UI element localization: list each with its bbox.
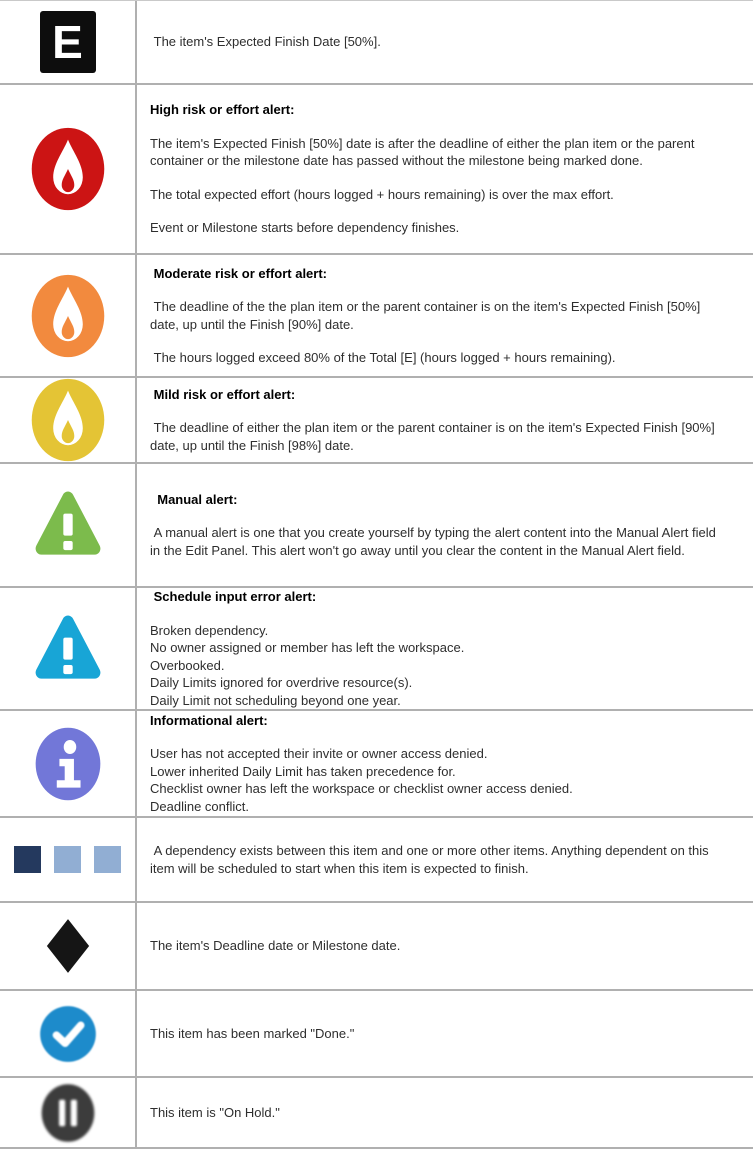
legend-row-schedule-input-error-alert (0, 588, 753, 711)
row-paragraph (150, 937, 723, 955)
paragraph-line: Overbooked. (150, 657, 225, 673)
expected-finish-date-icon: E (40, 11, 96, 73)
paragraph-line: The item's Expected Finish [50%] date is after the deadline of either the plan item or the parent container or the milestone date has passed without the milestone being marked done. (150, 135, 699, 169)
icon-cell (0, 85, 137, 253)
paragraph-line: Event or Milestone starts before dependency finishes. (150, 220, 460, 236)
moderate-risk-alert-flame-icon (31, 274, 105, 358)
icon-cell (0, 255, 137, 376)
icon-cell (0, 818, 137, 901)
description-cell (137, 255, 753, 376)
legend-row-on-hold (0, 1078, 753, 1149)
description-cell (137, 991, 753, 1076)
row-paragraph (150, 524, 723, 559)
icon-cell (0, 588, 137, 709)
description-cell (137, 1078, 753, 1147)
paragraph-line: Daily Limits ignored for overdrive resource(s). (150, 675, 413, 690)
mild-risk-alert-flame-icon (31, 378, 105, 462)
paragraph-line: The item's Deadline date or Milestone date. (150, 938, 401, 954)
paragraph-line: This item has been marked "Done." (150, 1025, 355, 1041)
paragraph-line: The hours logged exceed 80% of the Total [E] (hours logged + hours remaining). (150, 350, 616, 365)
schedule-input-error-alert-triangle-icon (32, 611, 104, 687)
marked-done-check-icon (39, 1005, 97, 1063)
row-paragraph (150, 219, 723, 237)
description-cell (137, 85, 753, 253)
paragraph-line: Lower inherited Daily Limit has taken precedence for. (150, 763, 456, 779)
dependency-squares-icon (14, 846, 121, 873)
row-paragraph (150, 1104, 723, 1122)
row-paragraph (150, 186, 723, 204)
icon-cell (0, 711, 137, 816)
row-paragraph (150, 349, 723, 367)
paragraph-line: User has not accepted their invite or owner access denied. (150, 746, 488, 762)
paragraph-line: A manual alert is one that you create yourself by typing the alert content into the Manual Alert field in the Edit Panel. This alert won't go away until you clear the content in the Manual Alert field. (150, 525, 720, 558)
manual-alert-triangle-icon (32, 487, 104, 563)
paragraph-line: No owner assigned or member has left the workspace. (150, 640, 465, 655)
row-paragraph (150, 419, 723, 454)
icon-cell (0, 378, 137, 462)
deadline-or-milestone-diamond-icon (46, 918, 90, 974)
paragraph-line: Broken dependency. (150, 622, 269, 638)
row-paragraph (150, 622, 723, 710)
paragraph-line: The item's Expected Finish Date [50%]. (150, 34, 381, 50)
row-paragraph (150, 135, 723, 170)
icon-cell (0, 991, 137, 1076)
row-heading: High risk or effort alert: (150, 102, 295, 118)
legend-row-informational-alert (0, 711, 753, 818)
icon-cell (0, 1078, 137, 1147)
paragraph-line: Deadline conflict. (150, 798, 249, 814)
paragraph-line: The deadline of either the plan item or the parent container is on the item's Expected Finish [90%] date, up until the Finish [98%] date. (150, 420, 719, 453)
row-heading: Moderate risk or effort alert: (150, 265, 327, 281)
legend-row-marked-done (0, 991, 753, 1078)
description-cell (137, 711, 753, 816)
description-cell (137, 818, 753, 901)
row-paragraph (150, 842, 723, 877)
legend-row-deadline-or-milestone (0, 903, 753, 991)
description-cell (137, 903, 753, 989)
legend-row-dependency (0, 818, 753, 903)
row-heading: Informational alert: (150, 712, 268, 728)
description-cell (137, 464, 753, 586)
legend-row-high-risk-alert (0, 85, 753, 255)
row-paragraph (150, 33, 723, 51)
legend-row-moderate-risk-alert (0, 255, 753, 378)
informational-alert-info-icon (35, 727, 101, 801)
legend-row-expected-finish-date (0, 1, 753, 85)
paragraph-line: The total expected effort (hours logged + hours remaining) is over the max effort. (150, 186, 614, 202)
row-heading: Mild risk or effort alert: (150, 386, 296, 402)
description-cell (137, 588, 753, 709)
icon-cell (0, 1, 137, 83)
row-paragraph (150, 745, 723, 815)
description-cell (137, 1, 753, 83)
icon-cell (0, 903, 137, 989)
paragraph-line: Daily Limit not scheduling beyond one year. (150, 692, 401, 708)
legend-row-mild-risk-alert (0, 378, 753, 464)
row-heading: Schedule input error alert: (150, 589, 317, 604)
row-paragraph (150, 1025, 723, 1043)
paragraph-line: A dependency exists between this item and one or more other items. Anything dependent on this item will be scheduled to start when this item is expected to finish. (150, 843, 713, 876)
row-heading: Manual alert: (150, 491, 238, 507)
on-hold-pause-icon (40, 1083, 96, 1143)
row-paragraph (150, 298, 723, 333)
paragraph-line: Checklist owner has left the workspace or checklist owner access denied. (150, 781, 573, 797)
description-cell (137, 378, 753, 462)
high-risk-alert-flame-icon (31, 127, 105, 211)
paragraph-line: The deadline of the the plan item or the parent container is on the item's Expected Finish [50%] date, up until the Finish [90%] date. (150, 299, 704, 332)
icon-cell (0, 464, 137, 586)
legend-row-manual-alert (0, 464, 753, 588)
paragraph-line: This item is "On Hold." (150, 1104, 280, 1120)
